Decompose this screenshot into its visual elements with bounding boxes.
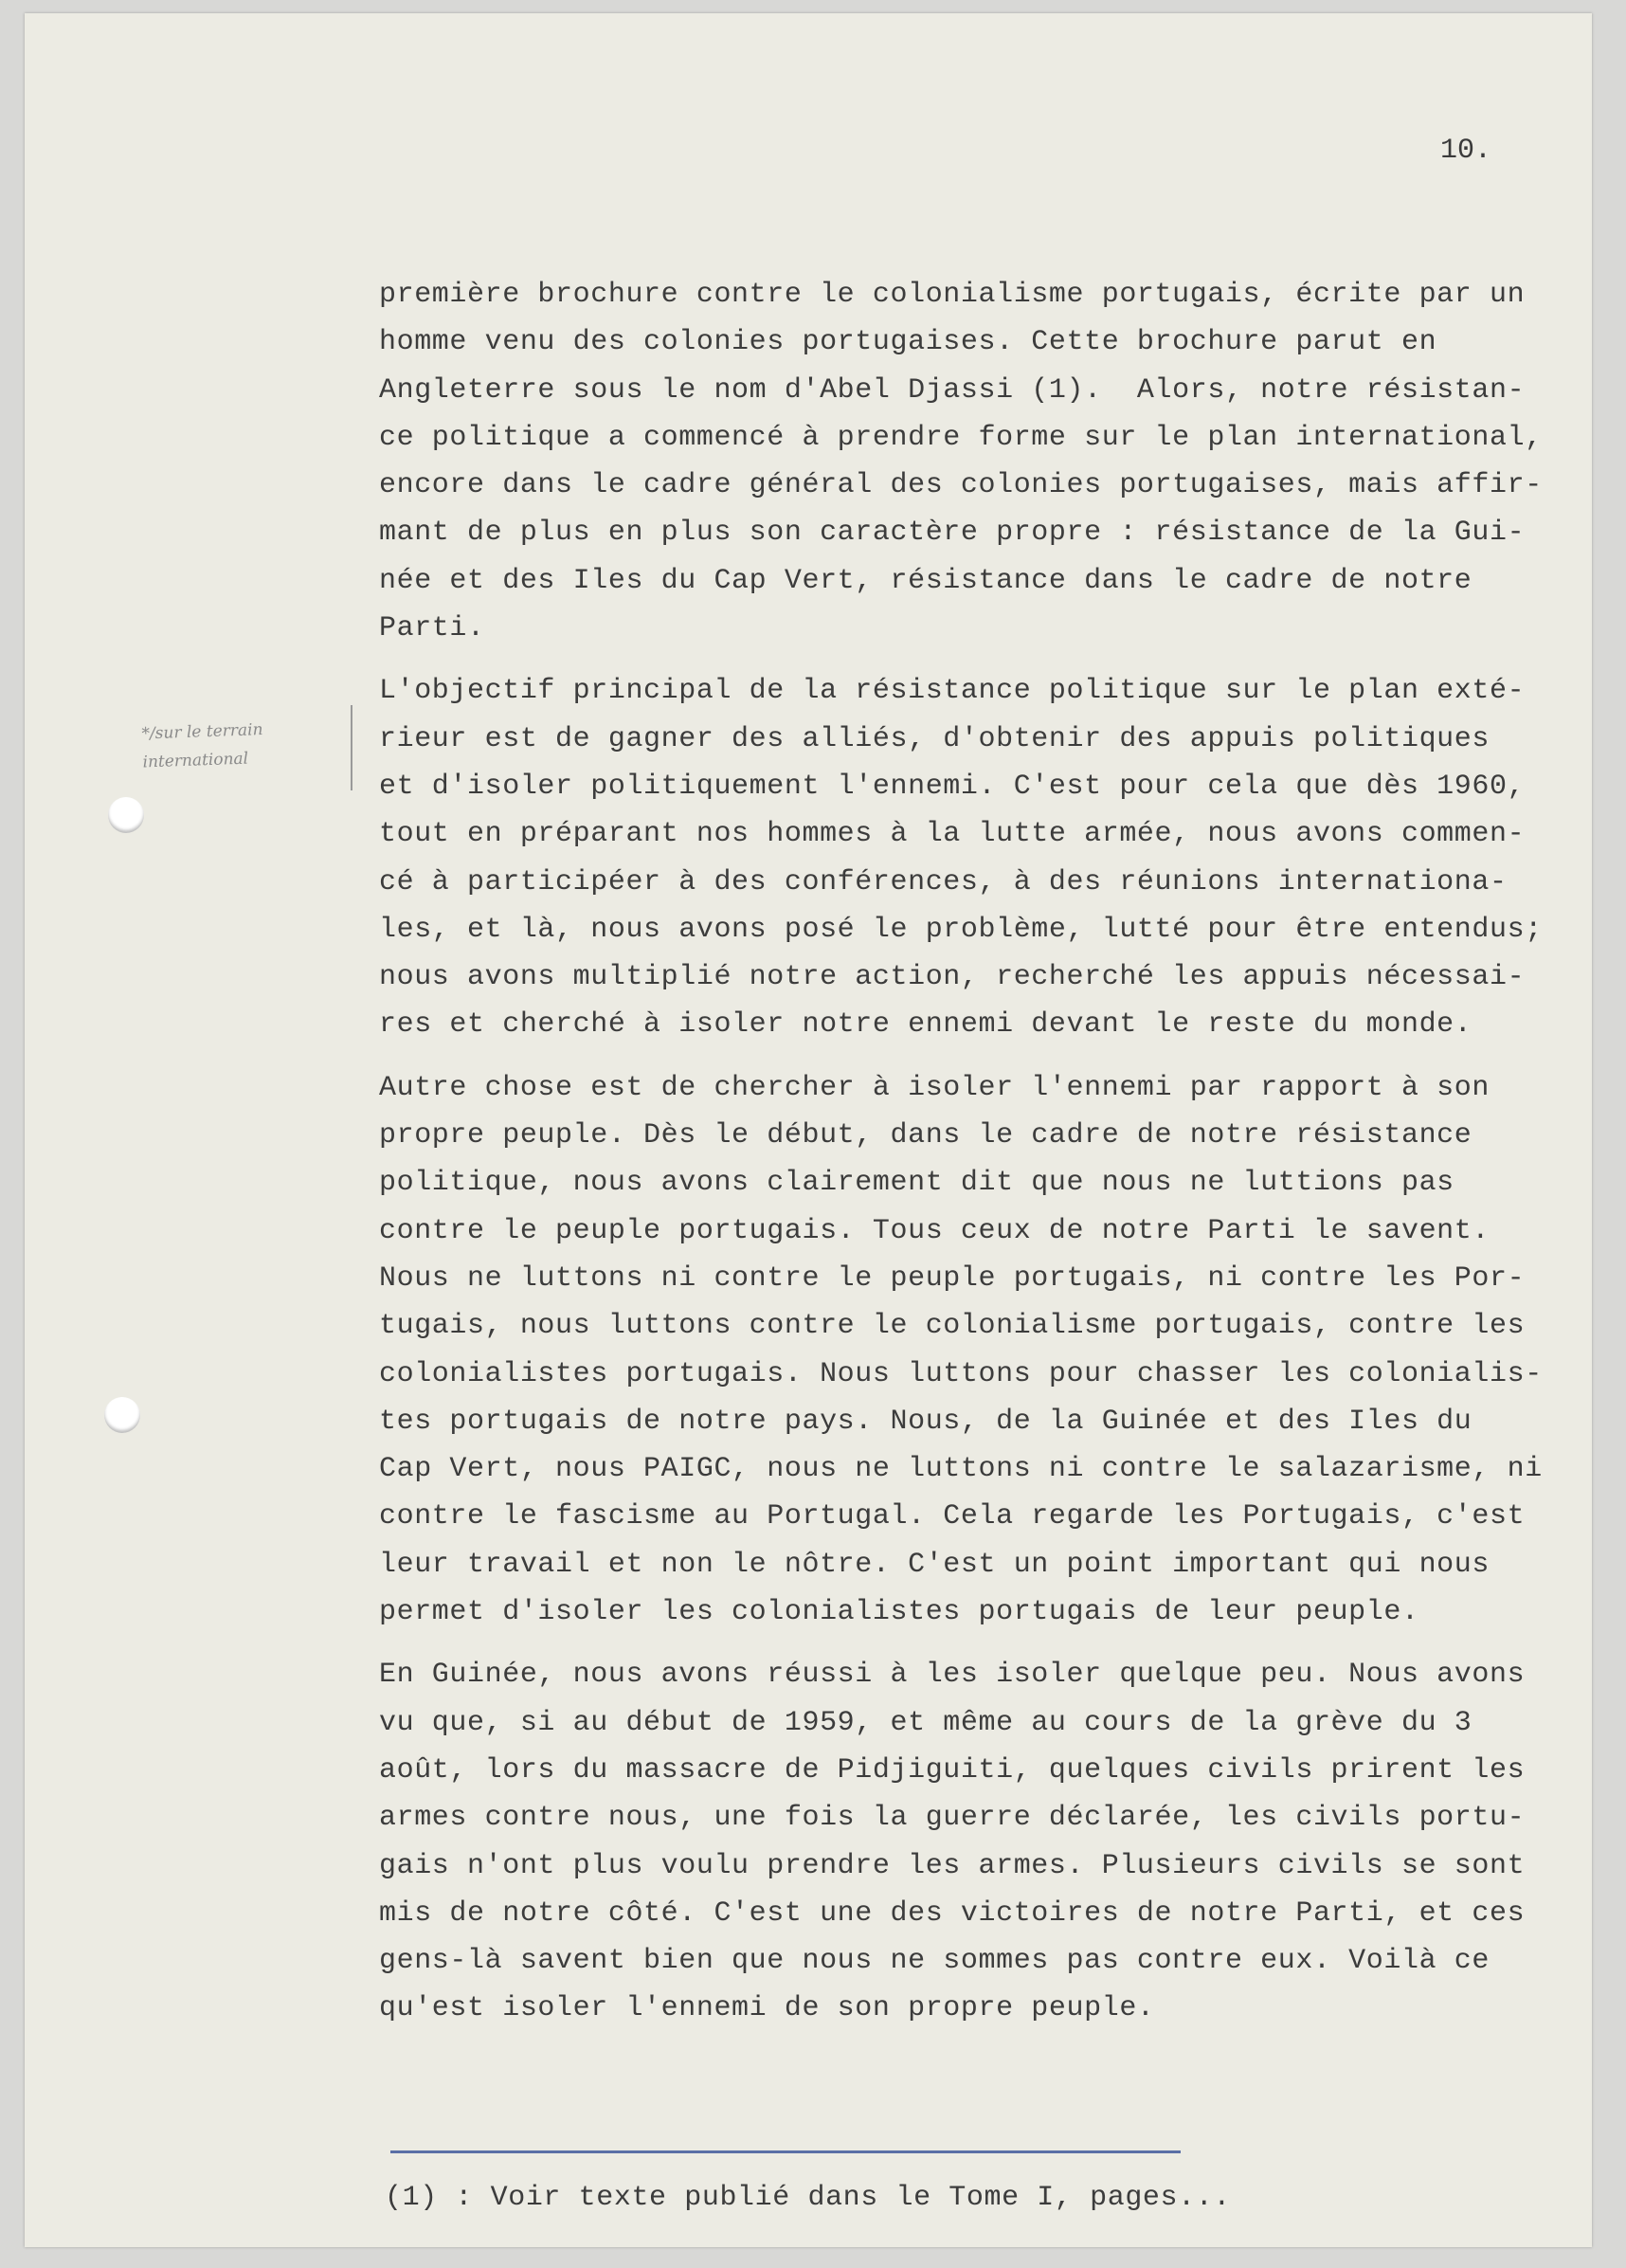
paragraph [379, 1651, 1620, 2032]
text-line: armes contre nous, une fois la guerre déclarée, les civils portu- [379, 1802, 1526, 1835]
footnote: (1) : Voir texte publié dans le Tome I, pages... [385, 2182, 1231, 2214]
document-page [25, 13, 1592, 2247]
text-line: homme venu des colonies portugaises. Cette brochure parut en [379, 326, 1437, 359]
body-text [379, 271, 1620, 2048]
text-line: rieur est de gagner des alliés, d'obtenir des appuis politiques [379, 722, 1490, 755]
text-line: tes portugais de notre pays. Nous, de la Guinée et des Iles du [379, 1405, 1472, 1438]
text-line: En Guinée, nous avons réussi à les isoler quelque peu. Nous avons [379, 1659, 1526, 1692]
text-line: première brochure contre le colonialisme portugais, écrite par un [379, 279, 1526, 311]
punch-hole [108, 797, 144, 833]
text-line: encore dans le cadre général des colonies portugaises, mais affir- [379, 469, 1543, 502]
margin-note-line: international [142, 749, 249, 772]
margin-note-line: */sur le terrain [141, 720, 263, 744]
margin-bracket [351, 705, 352, 790]
text-line: Cap Vert, nous PAIGC, nous ne luttons ni contre le salazarisme, ni [379, 1453, 1543, 1486]
text-line: permet d'isoler les colonialistes portugais de leur peuple. [379, 1596, 1419, 1629]
text-line: contre le peuple portugais. Tous ceux de notre Parti le savent. [379, 1214, 1490, 1247]
text-line: Nous ne luttons ni contre le peuple portugais, ni contre les Por- [379, 1261, 1526, 1295]
text-line: gens-là savent bien que nous ne sommes pas contre eux. Voilà ce [379, 1945, 1490, 1978]
paragraph [379, 1064, 1620, 1637]
text-line: contre le fascisme au Portugal. Cela regarde les Portugais, c'est [379, 1500, 1526, 1533]
text-line: qu'est isoler l'ennemi de son propre peuple. [379, 1992, 1155, 2025]
text-line: gais n'ont plus voulu prendre les armes. Plusieurs civils se sont [379, 1849, 1526, 1882]
text-line: et d'isoler politiquement l'ennemi. C'est pour cela que dès 1960, [379, 770, 1526, 803]
footnote-separator [390, 2150, 1181, 2153]
text-line: tugais, nous luttons contre le colonialisme portugais, contre les [379, 1310, 1526, 1343]
handwritten-margin-note [141, 714, 333, 777]
text-line: res et cherché à isoler notre ennemi devant le reste du monde. [379, 1008, 1472, 1042]
text-line: politique, nous avons clairement dit que nous ne luttions pas [379, 1167, 1454, 1200]
text-line: Parti. [379, 612, 485, 645]
text-line: propre peuple. Dès le début, dans le cadre de notre résistance [379, 1119, 1472, 1152]
paragraph [379, 667, 1620, 1048]
text-line: née et des Iles du Cap Vert, résistance dans le cadre de notre [379, 564, 1472, 597]
paragraph [379, 271, 1620, 652]
text-line: août, lors du massacre de Pidjiguiti, quelques civils prirent les [379, 1753, 1526, 1787]
text-line: mis de notre côté. C'est une des victoires de notre Parti, et ces [379, 1896, 1526, 1930]
text-line: Autre chose est de chercher à isoler l'ennemi par rapport à son [379, 1071, 1490, 1104]
text-line: L'objectif principal de la résistance politique sur le plan exté- [379, 675, 1526, 708]
text-line: mant de plus en plus son caractère propre : résistance de la Gui- [379, 517, 1526, 550]
text-line: les, et là, nous avons posé le problème, lutté pour être entendus; [379, 913, 1543, 946]
text-line: colonialistes portugais. Nous luttons pour chasser les colonialis- [379, 1357, 1543, 1390]
text-line: nous avons multiplié notre action, recherché les appuis nécessai- [379, 961, 1526, 994]
text-line: cé à participéer à des conférences, à des réunions internationa- [379, 865, 1508, 898]
text-line: Angleterre sous le nom d'Abel Djassi (1). Alors, notre résistan- [379, 373, 1526, 407]
page-number: 10. [1440, 135, 1492, 167]
text-line: ce politique a commencé à prendre forme sur le plan international, [379, 421, 1543, 454]
text-line: vu que, si au début de 1959, et même au cours de la grève du 3 [379, 1706, 1472, 1739]
punch-hole [104, 1397, 140, 1433]
text-line: tout en préparant nos hommes à la lutte armée, nous avons commen- [379, 818, 1526, 851]
text-line: leur travail et non le nôtre. C'est un point important qui nous [379, 1548, 1490, 1581]
